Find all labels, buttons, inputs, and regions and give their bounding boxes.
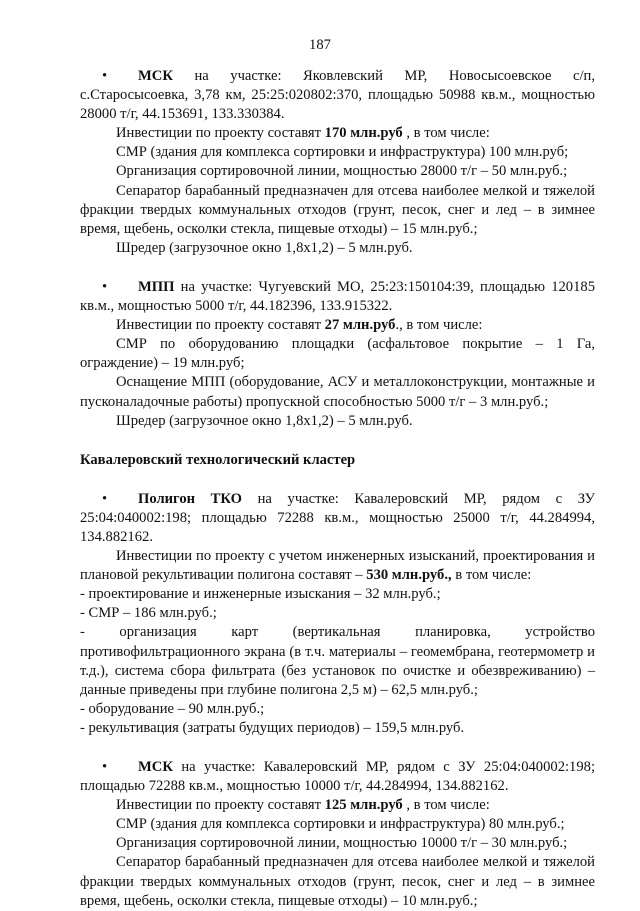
investment-line — [80, 796, 595, 815]
bullet-paragraph — [80, 278, 595, 316]
object-name: МСК — [138, 759, 173, 775]
cost-item: Организация сортировочной линии, мощностью 10000 т/г – 30 млн.руб.; — [116, 835, 568, 852]
cost-item: - оборудование – 90 млн.руб.; — [80, 700, 265, 717]
cost-item: СМР (здания для комплекса сортировки и инфраструктура) 100 млн.руб; — [116, 144, 569, 161]
section-msk-yakovlevsky — [80, 67, 595, 258]
cost-item: Сепаратор барабанный предназначен для отсева наиболее мелкой и тяжелой фракции твердых коммунальных отходов (грунт, песок, снег и лед – в зимнее время, щебень, осколки стекла, пищевые отходы) – 15 млн.руб.; — [80, 182, 595, 237]
investment-suffix: , в том числе: — [402, 797, 490, 814]
object-location: на участке: Чугуевский МО, 25:23:150104:39, площадью 120185 кв.м., мощностью 5000 т/г, 44.182396, 133.915322. — [80, 278, 595, 315]
investment-amount: 530 млн.руб., — [366, 567, 452, 584]
bullet-marker: • — [102, 68, 108, 84]
cost-item: - проектирование и инженерные изыскания – 32 млн.руб.; — [80, 586, 441, 603]
bullet-marker: • — [102, 278, 108, 295]
object-name: МСК — [138, 68, 173, 84]
cost-item: Организация сортировочной линии, мощностью 28000 т/г – 50 млн.руб.; — [116, 163, 568, 180]
section-polygon-tko — [80, 490, 595, 738]
bullet-paragraph — [80, 758, 595, 796]
investment-amount: 27 млн.руб — [324, 317, 396, 334]
cost-item: СМР (здания для комплекса сортировки и инфраструктура) 80 млн.руб.; — [116, 816, 565, 833]
investment-suffix: , в том числе: — [402, 125, 490, 142]
object-location: на участке: Яковлевский МР, Новосысоевское с/п, — [172, 68, 595, 84]
bullet-paragraph — [80, 490, 595, 547]
object-location: на участке: Кавалеровский МР, рядом с ЗУ 25:04:040002:198; площадью 72288 кв.м., мощностью 10000 т/г, 44.284994, 134.882162. — [80, 759, 595, 795]
object-location-cont: с.Старосысоевка, 3,78 км, 25:25:020802:370, площадью 50988 кв.м., мощностью 28000 т/г, 44.153691, 133.330384. — [80, 87, 595, 123]
investment-prefix: Инвестиции по проекту с учетом инженерных изысканий, проектирования и плановой рекультивации полигона составят – — [80, 548, 595, 584]
section-msk-kavalerovsky — [80, 758, 595, 911]
investment-suffix: в том числе: — [451, 567, 532, 584]
investment-amount: 170 млн.руб — [324, 125, 403, 142]
investment-line — [80, 124, 595, 143]
investment-prefix: Инвестиции по проекту составят — [116, 125, 325, 142]
object-name: МПП — [138, 278, 175, 295]
cost-item: Сепаратор барабанный предназначен для отсева наиболее мелкой и тяжелой фракции твердых коммунальных отходов (грунт, песок, снег и лед – в зимнее время, щебень, осколки стекла, пищевые отходы) – 10 млн.руб.; — [80, 854, 595, 909]
cost-item: Оснащение МПП (оборудование, АСУ и металлоконструкции, монтажные и пусконаладочные работы) пропускной способностью 5000 т/г – 3 млн.руб.; — [80, 374, 595, 410]
cost-item: - рекультивация (затраты будущих периодов) – 159,5 млн.руб. — [80, 719, 465, 736]
document-body — [80, 67, 595, 911]
cost-item: Шредер (загрузочное окно 1,8х1,2) – 5 млн.руб. — [116, 239, 413, 256]
object-name: Полигон ТКО — [138, 490, 242, 507]
bullet-paragraph — [80, 67, 595, 124]
investment-prefix: Инвестиции по проекту составят — [116, 797, 325, 814]
section-heading: Кавалеровский технологический кластер — [80, 451, 356, 468]
cost-item: - СМР – 186 млн.руб.; — [80, 605, 217, 622]
investment-prefix: Инвестиции по проекту составят — [116, 317, 325, 334]
cost-item: Шредер (загрузочное окно 1,8х1,2) – 5 млн.руб. — [116, 412, 413, 429]
section-mpp-chuguevsky — [80, 278, 595, 431]
page-number: 187 — [309, 37, 331, 53]
object-location: на участке: Кавалеровский МР, рядом с ЗУ 25:04:040002:198; площадью 72288 кв.м., мощностью 25000 т/г, 44.284994, 134.882162. — [80, 490, 595, 545]
bullet-marker: • — [102, 759, 108, 775]
investment-suffix: ., в том числе: — [395, 317, 483, 334]
investment-line — [80, 316, 595, 335]
investment-line — [80, 547, 595, 585]
bullet-marker: • — [102, 490, 108, 507]
cost-item: - организация карт (вертикальная планировка, устройство противофильтрационного экрана (в т.ч. материалы – геомембрана, геотермометр и т.д.), система сбора фильтрата (без установок по очистке и обезвреживанию) – данные приведены при глубине полигона 2,5 м) – 62,5 млн.руб.; — [80, 624, 595, 698]
investment-amount: 125 млн.руб — [324, 797, 403, 814]
cost-item: СМР по оборудованию площадки (асфальтовое покрытие – 1 Га, ограждение) – 19 млн.руб; — [80, 336, 595, 372]
